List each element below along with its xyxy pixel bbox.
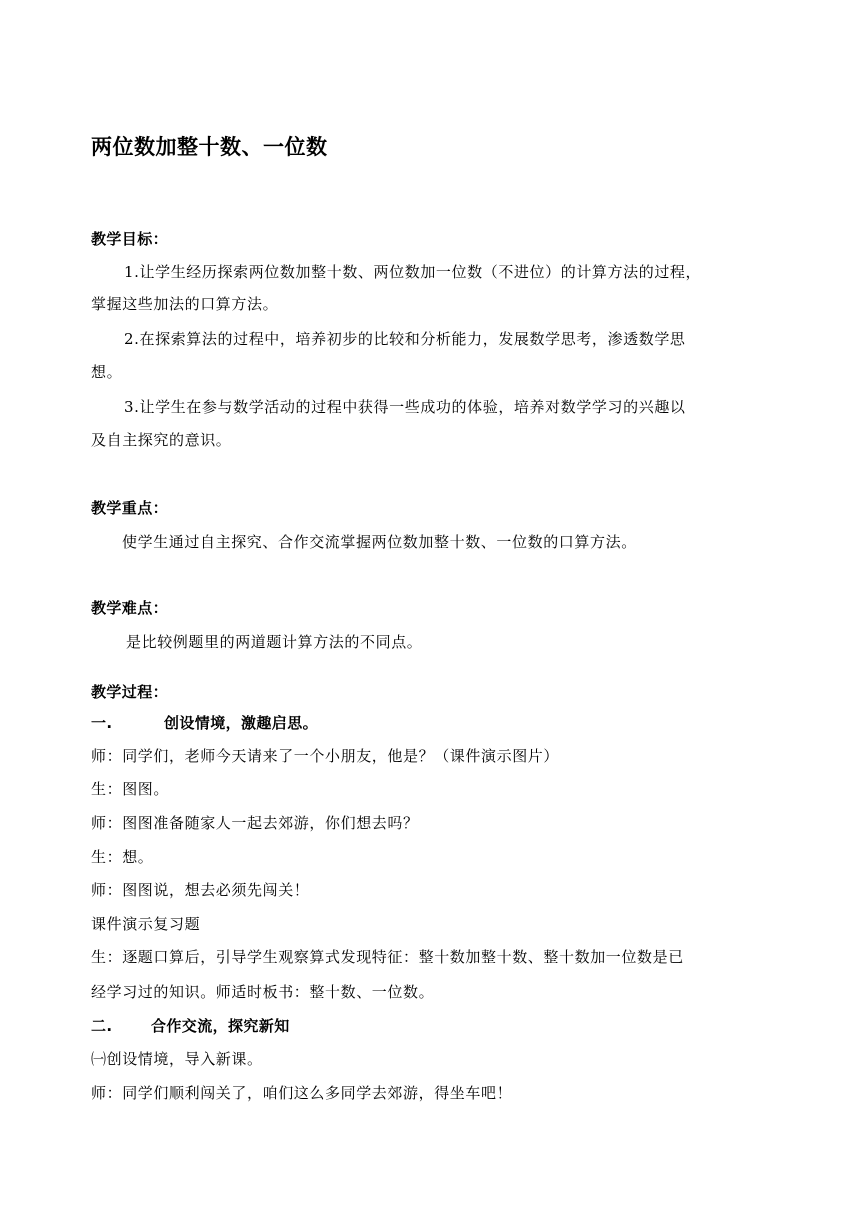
- dialogue-line: 生：想。: [91, 848, 154, 866]
- dialogue-line: 经学习过的知识。师适时板书：整十数、一位数。: [91, 983, 435, 1001]
- objective-3-line-1: 3.让学生在参与数学活动的过程中获得一些成功的体验，培养对数学学习的兴趣以: [124, 398, 686, 416]
- document-title: 两位数加整十数、一位数: [91, 135, 328, 159]
- objectives-heading: 教学目标：: [91, 230, 169, 248]
- objective-1-line-1: 1.让学生经历探索两位数加整十数、两位数加一位数（不进位）的计算方法的过程，: [124, 263, 702, 281]
- dialogue-line: 师：同学们，老师今天请来了一个小朋友，他是？（课件演示图片）: [91, 747, 560, 765]
- objective-2-line-2: 想。: [91, 363, 123, 381]
- objective-3-line-2: 及自主探究的意识。: [91, 431, 232, 449]
- section-1-heading: [91, 713, 318, 733]
- dialogue-line: 课件演示复习题: [91, 915, 201, 933]
- dialogue-line: 生：图图。: [91, 780, 170, 798]
- objective-1-line-2: 掌握这些加法的口算方法。: [91, 295, 279, 313]
- key-point-heading: 教学重点：: [91, 499, 169, 517]
- dialogue-line: 师：图图说，想去必须先闯关！: [91, 881, 310, 899]
- section-2-heading: [91, 1016, 290, 1036]
- section-1-title: 创设情境，激趣启思。: [164, 714, 319, 732]
- section-2-title: 合作交流，探究新知: [151, 1017, 290, 1035]
- dialogue-line: 师：同学们顺利闯关了，咱们这么多同学去郊游，得坐车吧！: [91, 1084, 513, 1102]
- subsection-1-heading: ㈠创设情境，导入新课。: [91, 1050, 263, 1068]
- dialogue-line: 生：逐题口算后，引导学生观察算式发现特征：整十数加整十数、整十数加一位数是已: [91, 948, 684, 966]
- dialogue-line: 师：图图准备随家人一起去郊游，你们想去吗？: [91, 814, 419, 832]
- section-1-number: 一.: [91, 714, 113, 732]
- objective-2-line-1: 2.在探索算法的过程中，培养初步的比较和分析能力，发展数学思考，渗透数学思: [124, 330, 686, 348]
- process-heading: 教学过程：: [91, 683, 169, 701]
- difficulty-heading: 教学难点：: [91, 599, 169, 617]
- key-point-text: 使学生通过自主探究、合作交流掌握两位数加整十数、一位数的口算方法。: [122, 533, 637, 551]
- section-2-number: 二.: [91, 1017, 113, 1035]
- difficulty-text: 是比较例题里的两道题计算方法的不同点。: [126, 633, 423, 651]
